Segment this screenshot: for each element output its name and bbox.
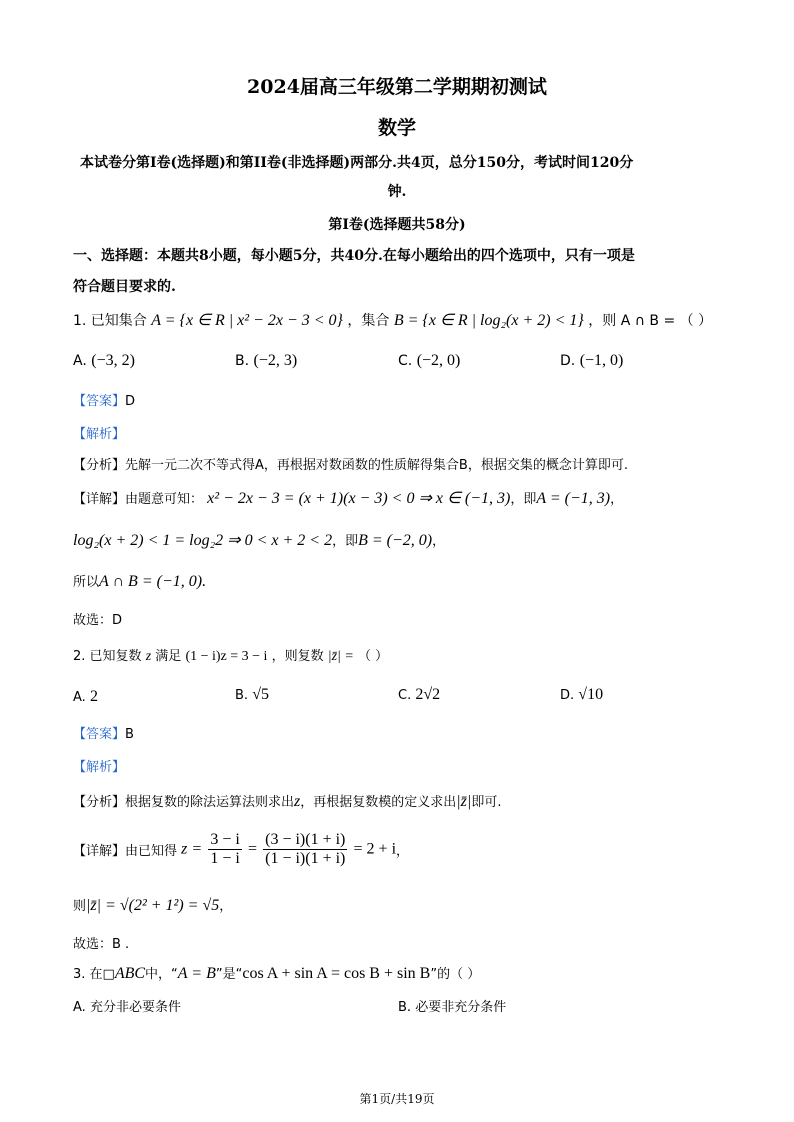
q2-stem-mid: 满足	[155, 649, 182, 664]
q3-option-b	[398, 996, 506, 1015]
q2-answer-tag: 【答案】	[73, 727, 126, 742]
q2-answer	[73, 723, 134, 742]
q1-detail-line2-end: ，	[432, 534, 446, 549]
q2-z: z	[145, 649, 152, 664]
q1-answer	[73, 390, 135, 409]
q2-stem-prefix: 2. 已知复数	[73, 649, 142, 664]
q3-option-b-label: B.	[398, 1000, 412, 1015]
q2-modulus: |z̄| =	[327, 649, 354, 664]
q2-frac2-den: (1 − i)(1 + i)	[265, 850, 346, 867]
q1-option-d-label: D.	[560, 353, 576, 369]
q2-option-c-value: 2√2	[415, 686, 441, 703]
q2-detail-z: z =	[181, 840, 203, 858]
q2-option-c-label: C.	[398, 688, 412, 703]
q2-option-d	[560, 686, 603, 704]
q3-stem-mid: 中，“	[145, 967, 178, 982]
q1-set-a: A = {x ∈ R | x² − 2x − 3 < 0}	[151, 312, 343, 329]
q1-option-c-label: C.	[398, 353, 413, 369]
q1-option-b-value: (−2, 3)	[253, 352, 298, 369]
q3-option-a	[73, 996, 181, 1015]
q2-option-d-label: D.	[560, 688, 575, 703]
q3-option-b-value: 必要非充分条件	[415, 1000, 507, 1015]
q2-fenxi-text-b: ，再根据复数模的定义求出	[300, 795, 457, 810]
q2-conclusion: 故选：B .	[73, 937, 130, 952]
q1-option-c	[398, 352, 460, 370]
q3-triangle: ABC	[114, 965, 146, 982]
q2-option-a-label: A.	[73, 690, 86, 705]
q1-fenxi-tag: 【分析】	[73, 458, 126, 473]
q1-middle: ，集合	[347, 313, 390, 329]
q1-detail-line3-prefix: 所以	[73, 575, 100, 590]
q2-mod-end: ，	[219, 899, 233, 914]
q2-option-c	[398, 686, 440, 704]
q2-frac2-num: (3 − i)(1 + i)	[265, 831, 346, 848]
page-number: 第1页/共19页	[359, 1092, 435, 1106]
q2-fenxi	[73, 791, 501, 811]
q2-modulus-line	[73, 895, 232, 915]
q2-frac1-den: 1 − i	[210, 850, 240, 867]
q1-detail-line3	[73, 571, 206, 591]
q1-detail-line1-end: ，	[610, 492, 624, 507]
q1-conclusion: 故选：D	[73, 613, 123, 628]
q2-equation: (1 − i)z = 3 − i	[185, 649, 268, 664]
intro-line1: 本试卷分第I卷(选择题)和第II卷(非选择题)两部分.共4页，总分150分，考试时间120分	[80, 155, 634, 171]
q3-stem-mid2: ”是“	[215, 967, 243, 982]
q1-option-c-value: (−2, 0)	[416, 352, 461, 369]
q1-detail-line2-result: B = (−2, 0)	[358, 532, 433, 549]
q3-stem	[73, 963, 480, 983]
q2-detail-result: = 2 + i	[353, 840, 397, 858]
q1-option-b	[235, 352, 297, 370]
q2-answer-value: B	[125, 727, 134, 742]
q1-stem-suffix: ，则 A ∩ B = （ ）	[588, 313, 713, 329]
q1-detail-line2-math: log₂(x + 2) < 1 = log₂2 ⇒ 0 < x + 2 < 2	[73, 532, 333, 549]
section1-line1: 一、选择题：本题共8小题，每小题5分，共40分.在每小题给出的四个选项中，只有一项是	[73, 248, 635, 264]
q2-detail	[73, 831, 409, 868]
q2-fenxi-text-a: 根据复数的除法运算法则求出	[125, 795, 295, 810]
q1-detail-line1-result: A = (−1, 3)	[536, 490, 611, 507]
q2-option-b-value: √5	[252, 686, 269, 703]
part-title: 第I卷(选择题共58分)	[328, 217, 466, 233]
q2-option-a-value: 2	[89, 688, 98, 705]
q2-option-b-label: B.	[235, 688, 249, 703]
q1-set-b: B = {x ∈ R | log₂(x + 2) < 1}	[393, 312, 584, 329]
q2-fenxi-z: z	[294, 793, 301, 810]
q1-detail-line2	[73, 530, 445, 550]
q1-option-d	[560, 352, 623, 370]
q1-detail-line1	[73, 488, 623, 508]
q2-frac1-num: 3 − i	[210, 831, 240, 848]
q1-detail-line3-math: A ∩ B = (−1, 0).	[99, 573, 207, 590]
q2-detail-prefix: 由已知得	[125, 844, 178, 859]
q2-option-b	[235, 686, 269, 704]
q2-equals: =	[247, 840, 257, 858]
q2-analysis-tag: 【解析】	[73, 760, 126, 775]
q3-cond2: cos A + sin A = cos B + sin B	[242, 965, 431, 982]
q3-cond1: A = B	[177, 965, 216, 982]
q2-stem-mid2: ，则复数	[271, 649, 324, 664]
q1-option-b-label: B.	[235, 353, 250, 369]
q2-option-d-value: √10	[578, 686, 604, 703]
q1-detail-tag: 【详解】	[73, 492, 126, 507]
exam-title: 2024届高三年级第二学期期初测试	[247, 76, 547, 98]
q3-stem-prefix: 3. 在□	[73, 967, 115, 982]
q1-fenxi-text: 先解一元二次不等式得A，再根据对数函数的性质解得集合B，根据交集的概念计算即可.	[125, 458, 628, 473]
q2-fenxi-tag: 【分析】	[73, 795, 126, 810]
q1-detail-line1-math: x² − 2x − 3 = (x + 1)(x − 3) < 0 ⇒ x ∈ (−1, 3)	[207, 490, 511, 507]
q2-mod-prefix: 则	[73, 899, 87, 914]
section1-line2: 符合题目要求的.	[73, 279, 176, 295]
q2-fenxi-mod: |z̄|	[456, 793, 472, 810]
q2-mod-math: |z̄| = √(2² + 1²) = √5	[86, 897, 220, 914]
q1-fenxi	[73, 454, 628, 473]
q2-fraction-2	[263, 831, 347, 868]
q3-option-a-value: 充分非必要条件	[89, 1000, 181, 1015]
q1-option-d-value: (−1, 0)	[579, 352, 624, 369]
q1-stem	[73, 310, 712, 330]
subject-title: 数学	[377, 117, 416, 139]
q1-detail-line2-suffix: ，即	[332, 534, 359, 549]
q3-stem-suffix: ”的（ ）	[430, 967, 481, 982]
q1-stem-prefix: 1. 已知集合	[73, 313, 147, 329]
q1-detail-line1-prefix: 由题意可知：	[125, 492, 204, 507]
q2-fenxi-text-c: 即可.	[471, 795, 502, 810]
q3-option-a-label: A.	[73, 1000, 86, 1015]
q1-analysis-tag: 【解析】	[73, 427, 126, 442]
q2-fraction-1	[208, 831, 241, 868]
q1-option-a	[73, 352, 135, 370]
q1-answer-tag: 【答案】	[73, 394, 126, 409]
q2-detail-end: ，	[396, 844, 410, 859]
q2-stem-suffix: （ ）	[357, 649, 389, 664]
q2-option-a	[73, 688, 98, 706]
q1-detail-line1-suffix: ，即	[510, 492, 537, 507]
intro-line2: 钟.	[387, 184, 407, 200]
q2-detail-tag: 【详解】	[73, 844, 126, 859]
q1-option-a-value: (−3, 2)	[91, 352, 135, 369]
q2-stem	[73, 645, 388, 665]
q1-option-a-label: A.	[73, 353, 87, 369]
q1-answer-value: D	[125, 394, 136, 409]
